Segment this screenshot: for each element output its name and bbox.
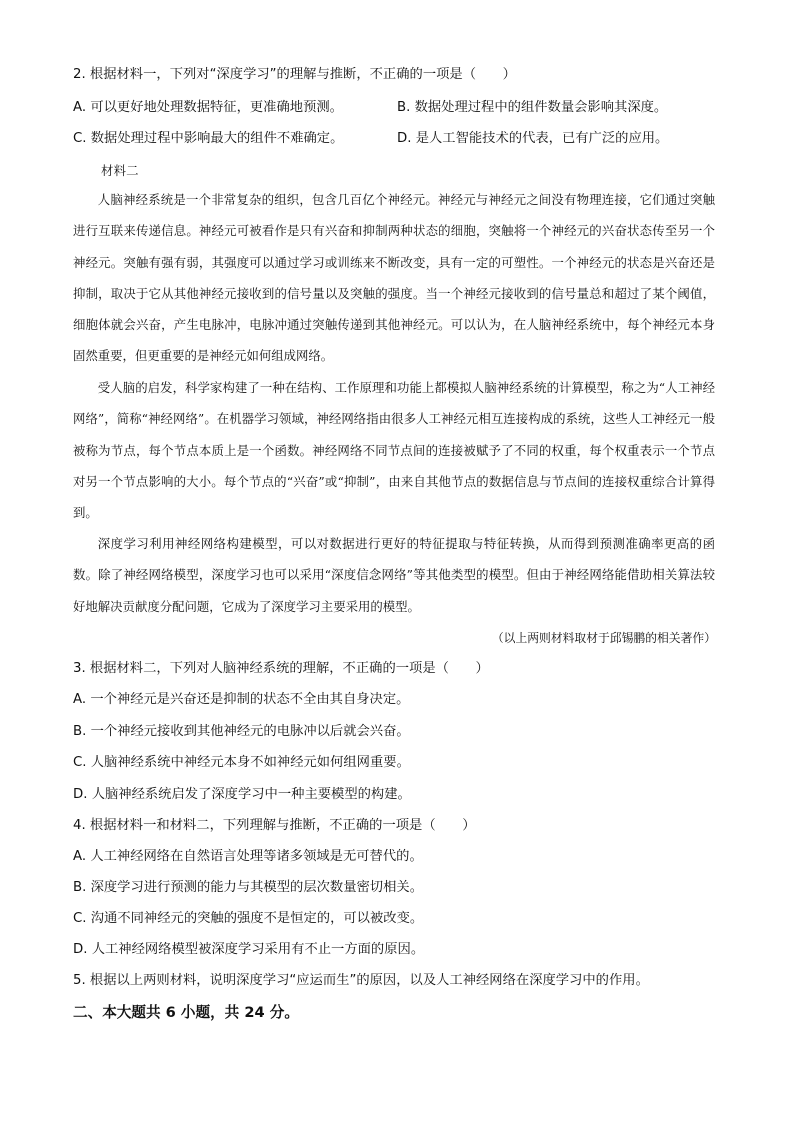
question-5-stem: 5. 根据以上两则材料，说明深度学习“应运而生”的原因，以及人工神经网络在深度学习中的作用。 xyxy=(73,973,649,988)
material-2-paragraph-3: 深度学习利用神经网络构建模型，可以对数据进行更好的特征提取与特征转换，从而得到预测准确率更高的函数。除了神经网络模型，深度学习也可以采用“深度信念网络”等其他类型的模型。但由于神经网络能借助相关算法较好地解决贡献度分配问题，它成为了深度学习主要采用的模型。 xyxy=(73,536,715,614)
material-2-heading: 材料二 xyxy=(101,163,139,178)
question-2-option-c: C. 数据处理过程中影响最大的组件不难确定。 xyxy=(73,131,344,146)
question-3-option-c: C. 人脑神经系统中神经元本身不如神经元如何组网重要。 xyxy=(73,755,410,770)
question-4-option-d: D. 人工神经网络模型被深度学习采用有不止一方面的原因。 xyxy=(73,942,425,957)
question-2-option-b: B. 数据处理过程中的组件数量会影响其深度。 xyxy=(397,100,668,115)
material-2-paragraph-1: 人脑神经系统是一个非常复杂的组织，包含几百亿个神经元。神经元与神经元之间没有物理连接，它们通过突触进行互联来传递信息。神经元可被看作是只有兴奋和抑制两种状态的细胞，突触将一个神经元的兴奋状态传至另一个神经元。突触有强有弱，其强度可以通过学习或训练来不断改变，具有一定的可塑性。一个神经元的状态是兴奋还是抑制，取决于它从其他神经元接收到的信号量以及突触的强度。当一个神经元接收到的信号量总和超过了某个阈值，细胞体就会兴奋，产生电脉冲，电脉冲通过突触传递到其他神经元。可以认为，在人脑神经系统中，每个神经元本身固然重要，但更重要的是神经元如何组成网络。 xyxy=(73,192,715,364)
question-2-stem: 2. 根据材料一，下列对“深度学习”的理解与推断，不正确的一项是（ ） xyxy=(73,67,516,82)
question-2-option-d: D. 是人工智能技术的代表，已有广泛的应用。 xyxy=(397,131,669,146)
material-source-note: （以上两则材料取材于邱锡鹏的相关著作） xyxy=(491,631,716,645)
section-2-heading: 二、本大题共 6 小题，共 24 分。 xyxy=(73,1004,299,1021)
question-2-option-a: A. 可以更好地处理数据特征，更准确地预测。 xyxy=(73,100,343,115)
question-3-stem: 3. 根据材料二，下列对人脑神经系统的理解，不正确的一项是（ ） xyxy=(73,661,489,676)
question-4-stem: 4. 根据材料一和材料二，下列理解与推断，不正确的一项是（ ） xyxy=(73,818,476,833)
material-2-paragraph-2: 受人脑的启发，科学家构建了一种在结构、工作原理和功能上都模拟人脑神经系统的计算模型，称之为“人工神经网络”，简称“神经网络”。在机器学习领域，神经网络指由很多人工神经元相互连接构成的系统，这些人工神经元一般被称为节点，每个节点本质上是一个函数。神经网络不同节点间的连接被赋予了不同的权重，每个权重表示一个节点对另一个节点影响的大小。每个节点的“兴奋”或“抑制”，由来自其他节点的数据信息与节点间的连接权重综合计算得到。 xyxy=(73,380,715,521)
question-4-option-b: B. 深度学习进行预测的能力与其模型的层次数量密切相关。 xyxy=(73,880,423,895)
question-4-option-a: A. 人工神经网络在自然语言处理等诸多领域是无可替代的。 xyxy=(73,849,423,864)
question-3-option-a: A. 一个神经元是兴奋还是抑制的状态不全由其自身决定。 xyxy=(73,692,410,707)
question-4-option-c: C. 沟通不同神经元的突触的强度不是恒定的，可以被改变。 xyxy=(73,911,424,926)
question-3-option-d: D. 人脑神经系统启发了深度学习中一种主要模型的构建。 xyxy=(73,787,411,802)
question-3-option-b: B. 一个神经元接收到其他神经元的电脉冲以后就会兴奋。 xyxy=(73,724,410,739)
